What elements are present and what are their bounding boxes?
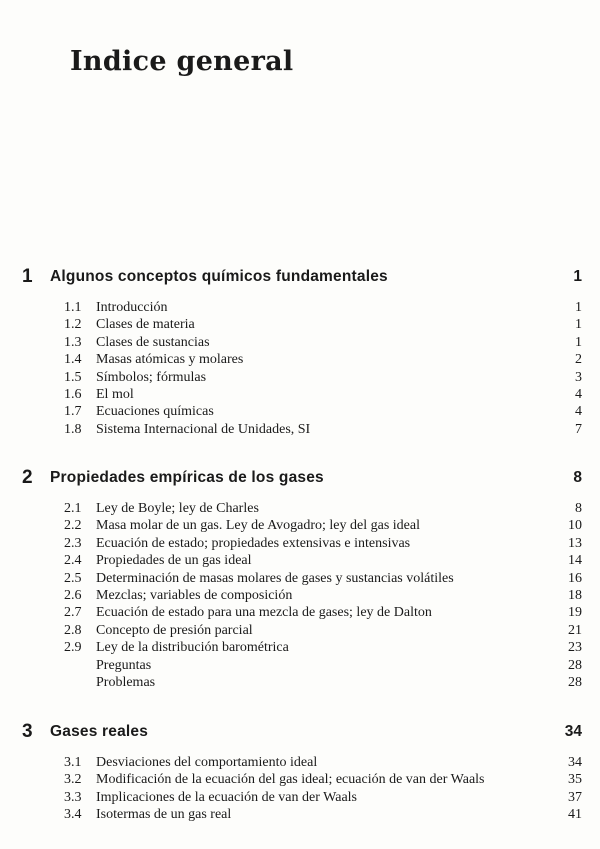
toc-entry[interactable]	[0, 552, 600, 569]
section-title: Clases de materia	[96, 317, 195, 333]
chapter-2	[0, 467, 600, 691]
chapter-title: Algunos conceptos químicos fundamentales	[50, 268, 388, 285]
section-title: Ecuación de estado para una mezcla de gases; ley de Dalton	[96, 605, 432, 621]
section-number: 2.9	[64, 640, 82, 656]
section-title: Masa molar de un gas. Ley de Avogadro; ley del gas ideal	[96, 518, 420, 534]
toc-entry[interactable]	[0, 299, 600, 316]
toc-entry[interactable]	[0, 421, 600, 438]
section-number: 1.3	[64, 334, 82, 350]
chapter-page: 8	[573, 469, 582, 486]
section-page: 37	[568, 789, 582, 805]
section-page: 14	[568, 553, 582, 569]
section-list	[0, 500, 600, 691]
section-title: Modificación de la ecuación del gas ideal; ecuación de van der Waals	[96, 772, 485, 788]
section-title: Clases de sustancias	[96, 334, 210, 350]
section-page: 28	[568, 657, 582, 673]
section-number: 1.7	[64, 404, 82, 420]
section-page: 10	[568, 518, 582, 534]
section-title: Sistema Internacional de Unidades, SI	[96, 421, 311, 437]
chapter-page: 34	[564, 723, 582, 740]
chapter-3	[0, 721, 600, 824]
toc-entry[interactable]	[0, 806, 600, 823]
toc-entry[interactable]	[0, 657, 600, 674]
section-title: Símbolos; fórmulas	[96, 369, 207, 385]
toc-entry[interactable]	[0, 403, 600, 420]
chapter-page: 1	[573, 268, 582, 285]
section-list	[0, 754, 600, 824]
section-number: 2.8	[64, 622, 82, 638]
section-page: 1	[575, 334, 582, 350]
section-number: 1.6	[64, 386, 82, 402]
section-page: 13	[568, 535, 582, 551]
section-number: 2.1	[64, 501, 82, 516]
toc-entry[interactable]	[0, 351, 600, 368]
section-title: Ecuaciones químicas	[96, 404, 214, 420]
section-page: 18	[568, 587, 582, 603]
toc-entry[interactable]	[0, 570, 600, 587]
section-page: 1	[575, 300, 582, 315]
section-title: Masas atómicas y molares	[96, 352, 244, 368]
section-number: 1.2	[64, 317, 82, 333]
section-title: Desviaciones del comportamiento ideal	[96, 755, 318, 770]
toc-entry[interactable]	[0, 754, 600, 771]
page-title: Indice general	[70, 46, 294, 77]
section-title: Concepto de presión parcial	[96, 622, 253, 638]
section-page: 8	[575, 501, 582, 516]
toc-entry[interactable]	[0, 604, 600, 621]
section-page: 16	[568, 570, 582, 586]
toc-entry[interactable]	[0, 517, 600, 534]
chapter-number: 3	[22, 721, 33, 742]
section-number: 1.8	[64, 421, 82, 437]
section-list	[0, 299, 600, 438]
chapter-number: 2	[22, 467, 33, 488]
section-page: 34	[568, 755, 582, 770]
section-title: Problemas	[96, 674, 156, 690]
section-number: 2.2	[64, 518, 82, 534]
section-page: 7	[575, 421, 582, 437]
toc-entry[interactable]	[0, 789, 600, 806]
section-number: 1.1	[64, 300, 82, 315]
section-title: Ley de Boyle; ley de Charles	[96, 501, 259, 516]
section-number: 2.5	[64, 570, 82, 586]
section-title: Ecuación de estado; propiedades extensivas e intensivas	[96, 535, 411, 551]
section-number: 1.4	[64, 352, 82, 368]
toc-entry[interactable]	[0, 535, 600, 552]
toc-entry[interactable]	[0, 369, 600, 386]
section-number: 3.2	[64, 772, 82, 788]
section-number: 2.6	[64, 587, 82, 603]
section-title: Mezclas; variables de composición	[96, 587, 293, 603]
section-number: 3.4	[64, 807, 82, 823]
toc-entry[interactable]	[0, 622, 600, 639]
section-page: 2	[575, 352, 582, 368]
section-page: 35	[568, 772, 582, 788]
section-title: Introducción	[96, 300, 168, 315]
toc-entry[interactable]	[0, 334, 600, 351]
section-number: 3.3	[64, 789, 82, 805]
toc-entry[interactable]	[0, 587, 600, 604]
section-page: 4	[575, 386, 582, 402]
section-title: Isotermas de un gas real	[96, 807, 232, 823]
section-title: Determinación de masas molares de gases y sustancias volátiles	[96, 570, 454, 586]
section-number: 1.5	[64, 369, 82, 385]
section-title: El mol	[96, 386, 134, 402]
section-page: 4	[575, 404, 582, 420]
section-title: Ley de la distribución barométrica	[96, 640, 289, 656]
toc-entry[interactable]	[0, 674, 600, 691]
toc-entry[interactable]	[0, 771, 600, 788]
chapter-number: 1	[22, 266, 33, 287]
chapter-title: Propiedades empíricas de los gases	[50, 469, 324, 486]
section-page: 19	[568, 605, 582, 621]
section-page: 1	[575, 317, 582, 333]
chapter-title: Gases reales	[50, 723, 149, 740]
section-number: 3.1	[64, 755, 82, 770]
chapter-1	[0, 266, 600, 438]
section-page: 41	[568, 807, 582, 823]
chapter-heading[interactable]	[0, 467, 600, 489]
toc-entry[interactable]	[0, 639, 600, 656]
section-page: 21	[568, 622, 582, 638]
toc-entry[interactable]	[0, 386, 600, 403]
chapter-heading[interactable]	[0, 266, 600, 288]
section-page: 23	[568, 640, 582, 656]
section-page: 28	[568, 674, 582, 690]
toc-entry[interactable]	[0, 316, 600, 333]
section-title: Propiedades de un gas ideal	[96, 553, 252, 569]
section-number: 2.4	[64, 553, 82, 569]
section-page: 3	[575, 369, 582, 385]
toc-entry[interactable]	[0, 500, 600, 517]
section-title: Preguntas	[96, 657, 152, 673]
section-number: 2.7	[64, 605, 82, 621]
section-title: Implicaciones de la ecuación de van der Waals	[96, 789, 357, 805]
section-number: 2.3	[64, 535, 82, 551]
chapter-heading[interactable]	[0, 721, 600, 743]
